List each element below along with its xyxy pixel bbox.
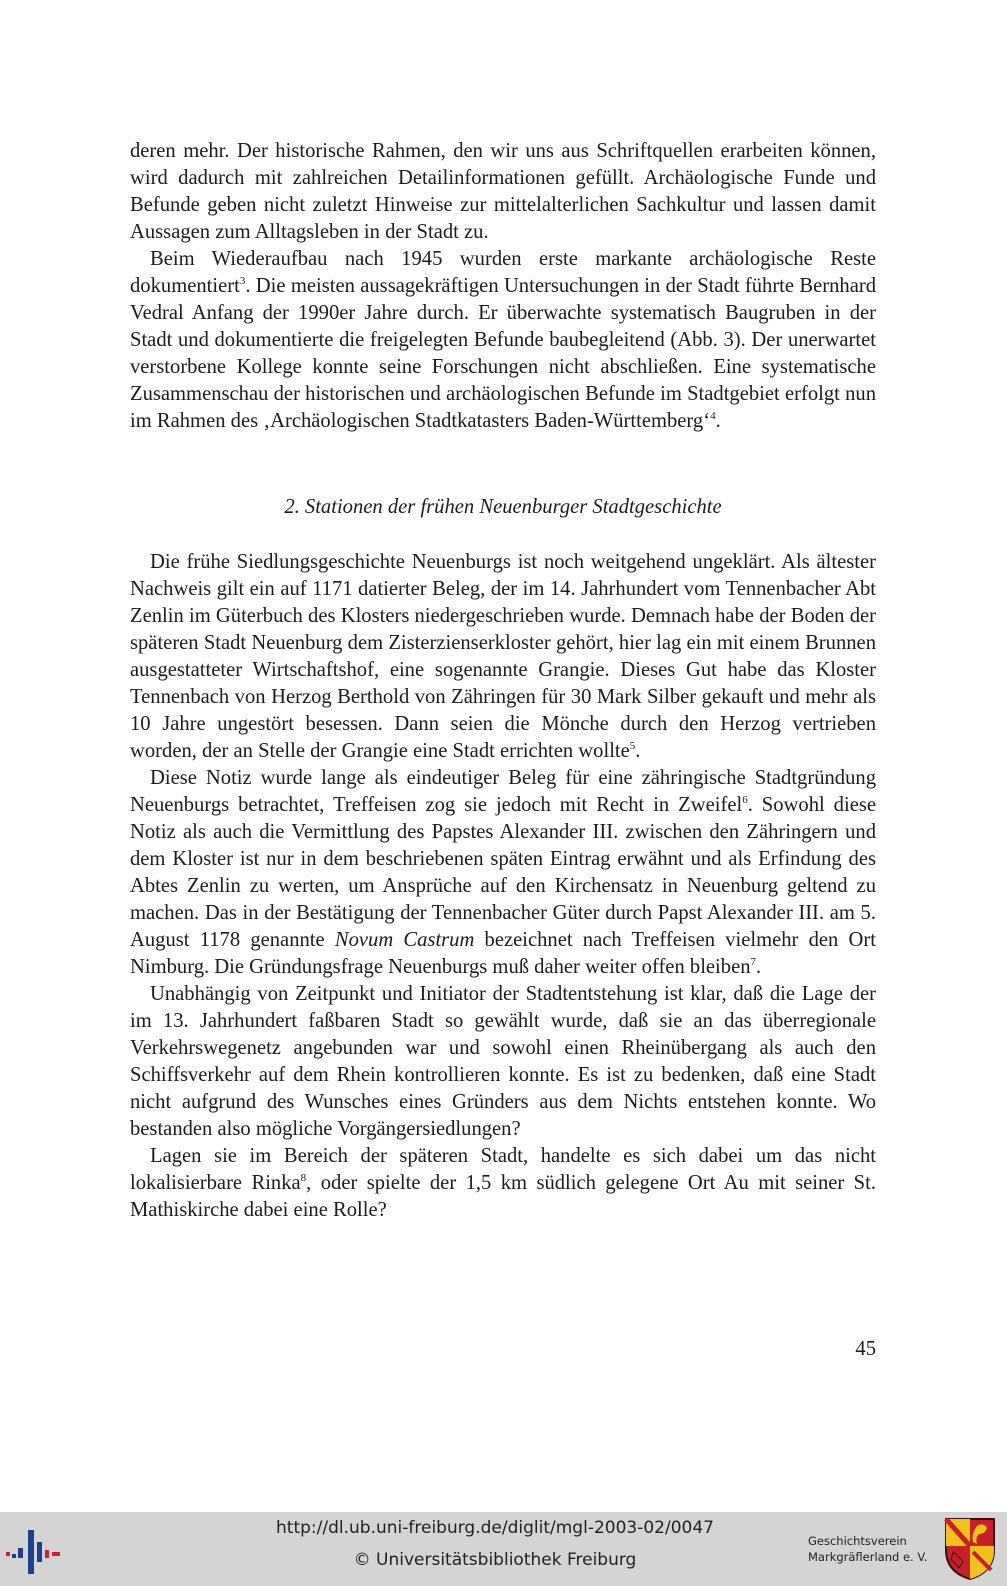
- text-run: Lagen sie im Bereich der späteren Stadt, handelte es sich dabei um das nicht lokalisierbare Rinka: [130, 1145, 876, 1194]
- coat-of-arms-icon: [943, 1516, 997, 1582]
- text-run: .: [715, 410, 721, 432]
- text-run: Unabhängig von Zeitpunkt und Initiator der Stadtentstehung ist klar, daß die Lage der im 13. Jahrhundert faßbaren Stadt so gewählt wurde, daß sie an das überregionale Verkehrswegenetz angebunden war und sowohl einen Rheinübergang als auch den Schiffsverkehr auf dem Rhein kontrollieren konnte. Es ist zu bedenken, daß eine Stadt nicht aufgrund des Wunsches eines Gründers aus dem Nichts entstehen konnte. Wo bestanden also mögliche Vorgängersiedlungen?: [130, 983, 876, 1140]
- section-heading: 2. Stationen der frühen Neuenburger Stadtgeschichte: [284, 496, 722, 518]
- text-run: bezeichnet nach Treffeisen vielmehr den Ort Nimburg. Die Gründungsfrage Neuenburgs muß daher weiter offen bleiben: [130, 929, 876, 978]
- footnote-marker: 6: [742, 794, 748, 806]
- text-run: Beim Wiederaufbau nach 1945 wurden erste markante archäologische Reste dokumentiert: [130, 248, 876, 297]
- paragraph: [130, 549, 876, 765]
- paragraph: [130, 138, 876, 246]
- paragraphs-before: [130, 138, 876, 435]
- text-run: Diese Notiz wurde lange als eindeutiger Beleg für eine zähringische Stadtgründung Neuenburgs betrachtet, Treffeisen zog sie jedoch mit Recht in Zweifel: [130, 767, 876, 816]
- paragraph: [130, 1143, 876, 1224]
- footer-bar: [0, 1512, 1007, 1586]
- page-body: [130, 138, 876, 1224]
- paragraph: [130, 246, 876, 435]
- paragraphs-after: [130, 549, 876, 1224]
- footnote-marker: 4: [710, 410, 716, 422]
- text-run: . Die meisten aussagekräftigen Untersuchungen in der Stadt führte Bernhard Vedral Anfang der 1990er Jahre durch. Er überwachte systematisch Baugruben in der Stadt und dokumentierte die freigelegten Befunde baubegleitend (Abb. 3). Der unerwartet verstorbene Kollege konnte seine Forschungen nicht abschließen. Eine systematische Zusammenschau der historischen und archäologischen Befunde im Stadtgebiet erfolgt nun im Rahmen des ‚Archäologischen Stadtkatasters Baden-Württemberg‘: [130, 275, 876, 432]
- footnote-marker: 8: [300, 1172, 307, 1184]
- footnote-marker: 3: [239, 275, 246, 287]
- text-run: .: [756, 956, 762, 978]
- italic-term: Novum Castrum: [334, 929, 475, 951]
- ub-freiburg-logo-icon: [6, 1520, 66, 1578]
- text-run: deren mehr. Der historische Rahmen, den wir uns aus Schriftquellen erarbeiten können, wird dadurch mit zahlreichen Detailinformationen gefüllt. Archäologische Funde und Befunde geben nicht zuletzt Hinweise zur mittelalterlichen Sachkultur und lassen damit Aussagen zum Alltagsleben in der Stadt zu.: [130, 140, 876, 243]
- text-run: .: [635, 740, 641, 762]
- society-line-2: Markgräflerland e. V.: [808, 1550, 928, 1564]
- text-run: , oder spielte der 1,5 km südlich gelegene Ort Au mit seiner St. Mathiskirche dabei eine Rolle?: [130, 1172, 876, 1221]
- footnote-marker: 7: [750, 956, 757, 968]
- footnote-marker: 5: [629, 740, 636, 752]
- paragraph: [130, 981, 876, 1143]
- text-run: . Sowohl diese Notiz als auch die Vermittlung des Papstes Alexander III. zwischen den Zähringern und dem Kloster ist nur in dem beschriebenen späten Eintrag erwähnt und als Erfindung des Abtes Zenlin zu werten, um Ansprüche auf den Kirchensatz in Neuenburg geltend zu machen. Das in der Bestätigung der Tennenbacher Güter durch Papst Alexander III. am 5. August 1178 genannte: [130, 794, 876, 951]
- society-line-1: Geschichtsverein: [808, 1534, 907, 1548]
- page-number: 45: [855, 1338, 876, 1360]
- footer-url-link[interactable]: http://dl.ub.uni-freiburg.de/diglit/mgl-2003-02/0047: [276, 1518, 714, 1538]
- footer-copyright: © Universitätsbibliothek Freiburg: [353, 1550, 637, 1570]
- footer-society-name: [808, 1533, 938, 1565]
- paragraph: [130, 765, 876, 981]
- text-run: Die frühe Siedlungsgeschichte Neuenburgs ist noch weitgehend ungeklärt. Als ältester Nachweis gilt ein auf 1171 datierter Beleg, der im 14. Jahrhundert vom Tennenbacher Abt Zenlin im Güterbuch des Klosters niedergeschrieben wurde. Demnach habe der Boden der späteren Stadt Neuenburg dem Zisterzienserkloster gehört, hier lag ein mit einem Brunnen ausgestatteter Wirtschaftshof, eine sogenannte Grangie. Dieses Gut habe das Kloster Tennenbach von Herzog Berthold von Zähringen für 30 Mark Silber gekauft und mehr als 10 Jahre ungestört besessen. Dann seien die Mönche durch den Herzog vertrieben worden, der an Stelle der Grangie eine Stadt errichten wollte: [130, 551, 876, 762]
